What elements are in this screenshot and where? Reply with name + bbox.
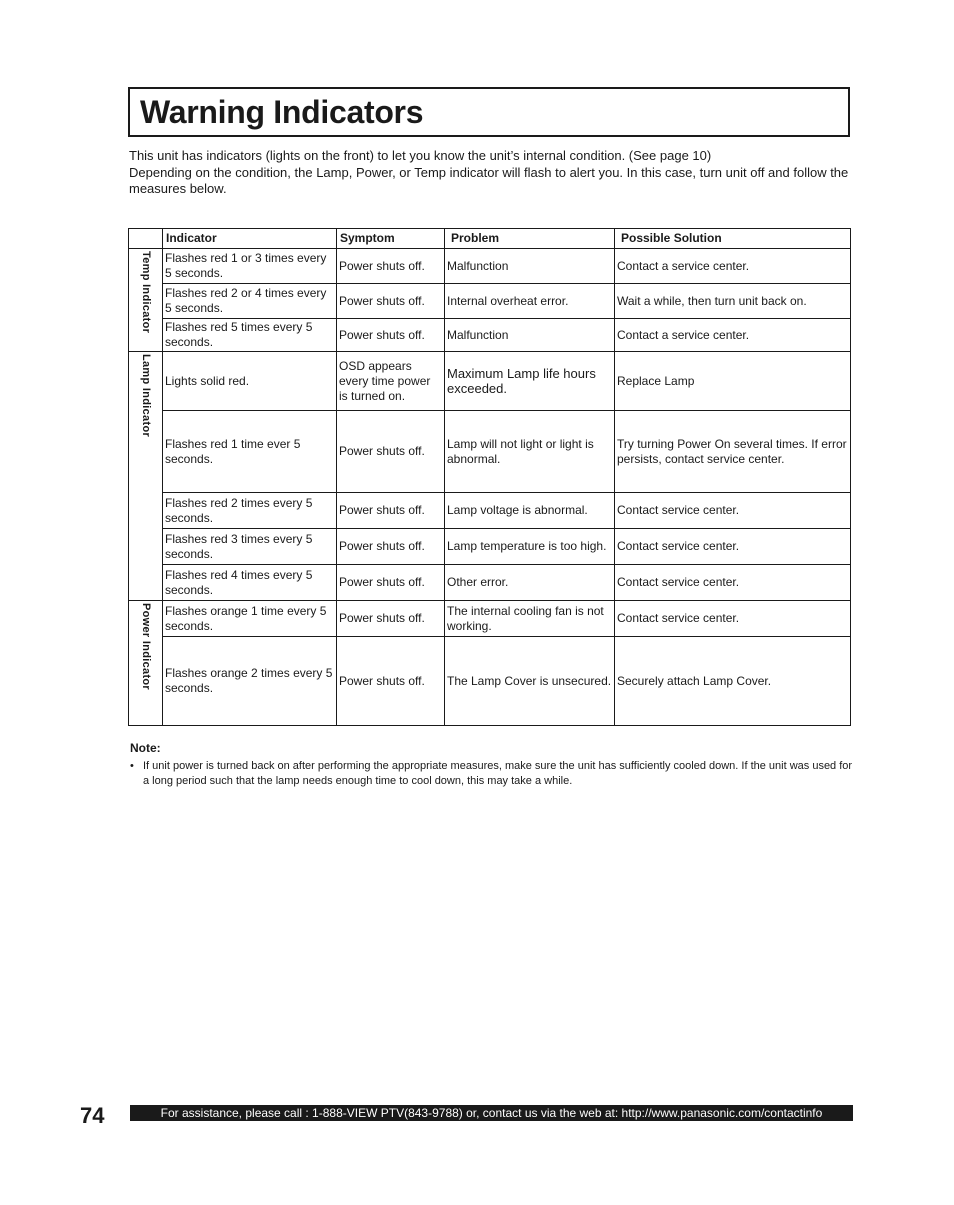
page-title: Warning Indicators [140,94,424,130]
cell-solution: Contact service center. [615,493,851,529]
cell-symptom: OSD appears every time power is turned on. [337,352,445,411]
cell-symptom: Power shuts off. [337,411,445,493]
note-title: Note: [130,741,161,755]
table-row [129,529,851,565]
cell-indicator: Flashes red 4 times every 5 seconds. [163,565,337,601]
group-label-power-text: Power Indicator [140,603,152,691]
header-problem: Problem [445,229,615,249]
cell-solution: Contact a service center. [615,249,851,284]
table-row [129,352,851,411]
table-row [129,565,851,601]
warning-indicator-table [128,228,851,726]
note-bullet-item [130,759,854,789]
cell-indicator: Flashes red 1 time ever 5 seconds. [163,411,337,493]
cell-indicator: Flashes red 1 or 3 times every 5 seconds. [163,249,337,284]
cell-symptom: Power shuts off. [337,249,445,284]
page-number: 74 [80,1103,105,1128]
cell-problem: Lamp temperature is too high. [445,529,615,565]
cell-symptom: Power shuts off. [337,601,445,637]
group-label-power [129,601,163,726]
cell-symptom: Power shuts off. [337,565,445,601]
header-blank [129,229,163,249]
group-label-temp-text: Temp Indicator [140,251,152,334]
cell-solution: Try turning Power On several times. If error persists, contact service center. [615,411,851,493]
header-solution: Possible Solution [615,229,851,249]
cell-problem: The Lamp Cover is unsecured. [445,637,615,726]
table-row [129,411,851,493]
group-label-lamp [129,352,163,601]
table-header-row [129,229,851,249]
table-row [129,601,851,637]
cell-problem: Malfunction [445,319,615,352]
intro-line-2: Depending on the condition, the Lamp, Power, or Temp indicator will flash to alert you. In this case, turn unit off and follow the measures below. [129,164,849,196]
cell-problem: Malfunction [445,249,615,284]
cell-solution: Contact service center. [615,601,851,637]
table-row [129,319,851,352]
cell-problem: Lamp voltage is abnormal. [445,493,615,529]
cell-symptom: Power shuts off. [337,319,445,352]
group-label-lamp-text: Lamp Indicator [140,354,152,438]
cell-problem: The internal cooling fan is not working. [445,601,615,637]
cell-solution: Replace Lamp [615,352,851,411]
cell-solution: Contact a service center. [615,319,851,352]
table-row [129,249,851,284]
header-symptom: Symptom [337,229,445,249]
footer-assistance-bar: For assistance, please call : 1-888-VIEW PTV(843-9788) or, contact us via the web at: http://www.panasonic.com/contactinfo [130,1105,853,1121]
cell-solution: Securely attach Lamp Cover. [615,637,851,726]
table-row [129,637,851,726]
group-label-temp [129,249,163,352]
header-indicator: Indicator [163,229,337,249]
cell-indicator: Lights solid red. [163,352,337,411]
cell-problem: Internal overheat error. [445,284,615,319]
cell-indicator: Flashes orange 2 times every 5 seconds. [163,637,337,726]
cell-indicator: Flashes red 2 or 4 times every 5 seconds. [163,284,337,319]
cell-problem: Lamp will not light or light is abnormal. [445,411,615,493]
bullet-marker: • [130,760,134,772]
cell-solution: Contact service center. [615,529,851,565]
cell-problem: Maximum Lamp life hours exceeded. [445,352,615,411]
title-box [128,87,850,137]
cell-symptom: Power shuts off. [337,493,445,529]
table-row [129,284,851,319]
intro-line-1: This unit has indicators (lights on the front) to let you know the unit’s internal condition. (See page 10) [129,148,712,163]
cell-indicator: Flashes red 3 times every 5 seconds. [163,529,337,565]
cell-indicator: Flashes orange 1 time every 5 seconds. [163,601,337,637]
note-section [130,741,854,789]
intro-text [129,148,849,198]
cell-solution: Contact service center. [615,565,851,601]
table-row [129,493,851,529]
cell-solution: Wait a while, then turn unit back on. [615,284,851,319]
note-text: If unit power is turned back on after performing the appropriate measures, make sure the unit has sufficiently cooled down. If the unit was used for a long period such that the lamp needs enough time to cool down, this may take a while. [143,760,853,787]
cell-indicator: Flashes red 5 times every 5 seconds. [163,319,337,352]
cell-symptom: Power shuts off. [337,637,445,726]
cell-problem: Other error. [445,565,615,601]
cell-symptom: Power shuts off. [337,529,445,565]
cell-indicator: Flashes red 2 times every 5 seconds. [163,493,337,529]
cell-symptom: Power shuts off. [337,284,445,319]
